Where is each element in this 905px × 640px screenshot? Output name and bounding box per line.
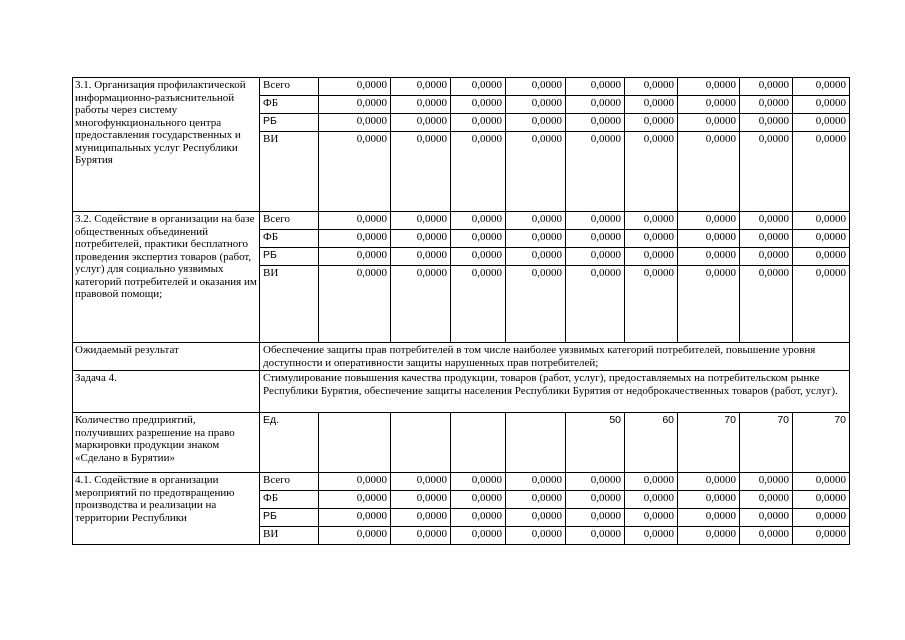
value-cell: 0,0000: [793, 266, 850, 343]
value-cell: 0,0000: [740, 527, 793, 545]
value-cell: 0,0000: [319, 248, 391, 266]
value-cell: 0,0000: [451, 132, 506, 212]
expected-result-label: Ожидаемый результат: [73, 343, 260, 371]
value-cell: 60: [625, 413, 678, 473]
value-cell: 0,0000: [391, 132, 451, 212]
value-cell: 0,0000: [625, 78, 678, 96]
funding-code: ВИ: [260, 266, 319, 343]
value-cell: 0,0000: [506, 266, 566, 343]
funding-code: ФБ: [260, 96, 319, 114]
expected-result-text: Обеспечение защиты прав потребителей в том числе наиболее уязвимых категорий потребителей, повышение уровня доступности и оперативности защиты нарушенных прав потребителей;: [260, 343, 850, 371]
table-row: [73, 78, 850, 96]
row-label-3-1: 3.1. Организация профилактической информационно-разъяснительной работы через систему многофункционального центра предоставления государственных и муниципальных услуг Республики Бурятия: [73, 78, 260, 212]
table-row: [73, 413, 850, 473]
value-cell: 0,0000: [793, 114, 850, 132]
value-cell: 0,0000: [793, 132, 850, 212]
value-cell: 0,0000: [451, 266, 506, 343]
value-cell: 0,0000: [566, 509, 625, 527]
value-cell: 0,0000: [793, 78, 850, 96]
value-cell: 0,0000: [451, 509, 506, 527]
value-cell: 0,0000: [625, 132, 678, 212]
value-cell: 0,0000: [678, 230, 740, 248]
value-cell: 0,0000: [391, 509, 451, 527]
value-cell: 0,0000: [506, 114, 566, 132]
value-cell: 0,0000: [566, 473, 625, 491]
value-cell: 0,0000: [391, 527, 451, 545]
value-cell: 0,0000: [625, 248, 678, 266]
value-cell: 0,0000: [740, 491, 793, 509]
value-cell: 0,0000: [319, 473, 391, 491]
value-cell: 0,0000: [678, 114, 740, 132]
value-cell: 0,0000: [451, 527, 506, 545]
value-cell: 0,0000: [566, 114, 625, 132]
indicator-label: Количество предприятий, получивших разрешение на право маркировки продукции знаком «Сделано в Бурятии»: [73, 413, 260, 473]
budget-table-sheet: [72, 77, 850, 545]
value-cell: 0,0000: [740, 473, 793, 491]
value-cell: 0,0000: [793, 509, 850, 527]
funding-code: РБ: [260, 114, 319, 132]
value-cell: 0,0000: [451, 78, 506, 96]
value-cell: 0,0000: [625, 527, 678, 545]
value-cell: 0,0000: [625, 96, 678, 114]
value-cell: 0,0000: [566, 248, 625, 266]
table-row: [73, 473, 850, 491]
value-cell: 0,0000: [319, 212, 391, 230]
value-cell: 0,0000: [319, 78, 391, 96]
value-cell: 0,0000: [451, 248, 506, 266]
value-cell: 0,0000: [319, 132, 391, 212]
value-cell: 0,0000: [506, 96, 566, 114]
value-cell: 0,0000: [566, 527, 625, 545]
value-cell: 0,0000: [506, 230, 566, 248]
value-cell: 0,0000: [678, 266, 740, 343]
value-cell: [391, 413, 451, 473]
value-cell: 0,0000: [506, 491, 566, 509]
value-cell: [319, 413, 391, 473]
funding-code: РБ: [260, 509, 319, 527]
value-cell: 0,0000: [740, 230, 793, 248]
value-cell: 0,0000: [678, 78, 740, 96]
value-cell: 0,0000: [451, 114, 506, 132]
value-cell: 0,0000: [566, 78, 625, 96]
value-cell: 0,0000: [566, 491, 625, 509]
value-cell: 0,0000: [319, 230, 391, 248]
value-cell: 0,0000: [506, 78, 566, 96]
value-cell: 0,0000: [740, 212, 793, 230]
value-cell: 0,0000: [566, 132, 625, 212]
value-cell: 0,0000: [740, 96, 793, 114]
value-cell: 0,0000: [625, 212, 678, 230]
value-cell: 0,0000: [566, 96, 625, 114]
task-text: Стимулирование повышения качества продукции, товаров (работ, услуг), предоставляемых на потребительском рынке Республики Бурятия, обеспечение защиты населения Республики Бурятия от недоброкачественных товаров (работ, услуг).: [260, 371, 850, 413]
value-cell: 0,0000: [451, 96, 506, 114]
table-row: [73, 371, 850, 413]
value-cell: 70: [740, 413, 793, 473]
value-cell: 0,0000: [391, 248, 451, 266]
value-cell: 0,0000: [391, 491, 451, 509]
value-cell: 50: [566, 413, 625, 473]
value-cell: 70: [678, 413, 740, 473]
budget-table: [72, 77, 850, 545]
value-cell: 0,0000: [793, 473, 850, 491]
value-cell: 0,0000: [625, 509, 678, 527]
value-cell: 0,0000: [391, 114, 451, 132]
value-cell: 0,0000: [506, 527, 566, 545]
value-cell: 0,0000: [740, 132, 793, 212]
value-cell: 0,0000: [391, 230, 451, 248]
value-cell: 0,0000: [678, 473, 740, 491]
task-label: Задача 4.: [73, 371, 260, 413]
funding-code: ФБ: [260, 230, 319, 248]
funding-code: РБ: [260, 248, 319, 266]
value-cell: [506, 413, 566, 473]
funding-code: Всего: [260, 473, 319, 491]
row-label-3-2: 3.2. Содействие в организации на базе общественных объединений потребителей, практики бесплатного проведения экспертиз товаров (работ, услуг) для социально уязвимых категорий потребителей и оказания им правовой помощи;: [73, 212, 260, 343]
value-cell: 0,0000: [625, 114, 678, 132]
funding-code: ФБ: [260, 491, 319, 509]
value-cell: 0,0000: [740, 114, 793, 132]
value-cell: 0,0000: [391, 212, 451, 230]
value-cell: 0,0000: [625, 491, 678, 509]
value-cell: 0,0000: [793, 212, 850, 230]
value-cell: 0,0000: [319, 491, 391, 509]
value-cell: 0,0000: [451, 230, 506, 248]
value-cell: 0,0000: [319, 527, 391, 545]
unit-cell: Ед.: [260, 413, 319, 473]
value-cell: 0,0000: [793, 527, 850, 545]
value-cell: 0,0000: [451, 473, 506, 491]
value-cell: 0,0000: [566, 230, 625, 248]
value-cell: 0,0000: [506, 212, 566, 230]
value-cell: 0,0000: [793, 248, 850, 266]
funding-code: ВИ: [260, 527, 319, 545]
funding-code: Всего: [260, 78, 319, 96]
value-cell: 0,0000: [625, 230, 678, 248]
value-cell: 0,0000: [793, 96, 850, 114]
table-row: [73, 343, 850, 371]
value-cell: 0,0000: [678, 491, 740, 509]
value-cell: 0,0000: [793, 491, 850, 509]
value-cell: 0,0000: [740, 78, 793, 96]
table-row: [73, 212, 850, 230]
value-cell: 0,0000: [391, 96, 451, 114]
value-cell: 0,0000: [451, 212, 506, 230]
value-cell: 0,0000: [625, 473, 678, 491]
value-cell: 0,0000: [678, 96, 740, 114]
value-cell: 0,0000: [319, 266, 391, 343]
value-cell: 0,0000: [391, 78, 451, 96]
row-label-4-1: 4.1. Содействие в организации мероприятий по предотвращению производства и реализации на территории Республики: [73, 473, 260, 545]
value-cell: 0,0000: [678, 212, 740, 230]
value-cell: 0,0000: [566, 266, 625, 343]
value-cell: 0,0000: [740, 266, 793, 343]
value-cell: 0,0000: [391, 473, 451, 491]
value-cell: 0,0000: [678, 509, 740, 527]
value-cell: 0,0000: [506, 132, 566, 212]
value-cell: 0,0000: [566, 212, 625, 230]
value-cell: 0,0000: [506, 248, 566, 266]
value-cell: 0,0000: [391, 266, 451, 343]
value-cell: 70: [793, 413, 850, 473]
value-cell: 0,0000: [319, 114, 391, 132]
value-cell: 0,0000: [506, 509, 566, 527]
value-cell: 0,0000: [625, 266, 678, 343]
value-cell: 0,0000: [451, 491, 506, 509]
value-cell: 0,0000: [740, 509, 793, 527]
value-cell: [451, 413, 506, 473]
value-cell: 0,0000: [506, 473, 566, 491]
value-cell: 0,0000: [319, 509, 391, 527]
value-cell: 0,0000: [319, 96, 391, 114]
funding-code: ВИ: [260, 132, 319, 212]
value-cell: 0,0000: [678, 132, 740, 212]
value-cell: 0,0000: [678, 248, 740, 266]
value-cell: 0,0000: [740, 248, 793, 266]
value-cell: 0,0000: [678, 527, 740, 545]
funding-code: Всего: [260, 212, 319, 230]
value-cell: 0,0000: [793, 230, 850, 248]
